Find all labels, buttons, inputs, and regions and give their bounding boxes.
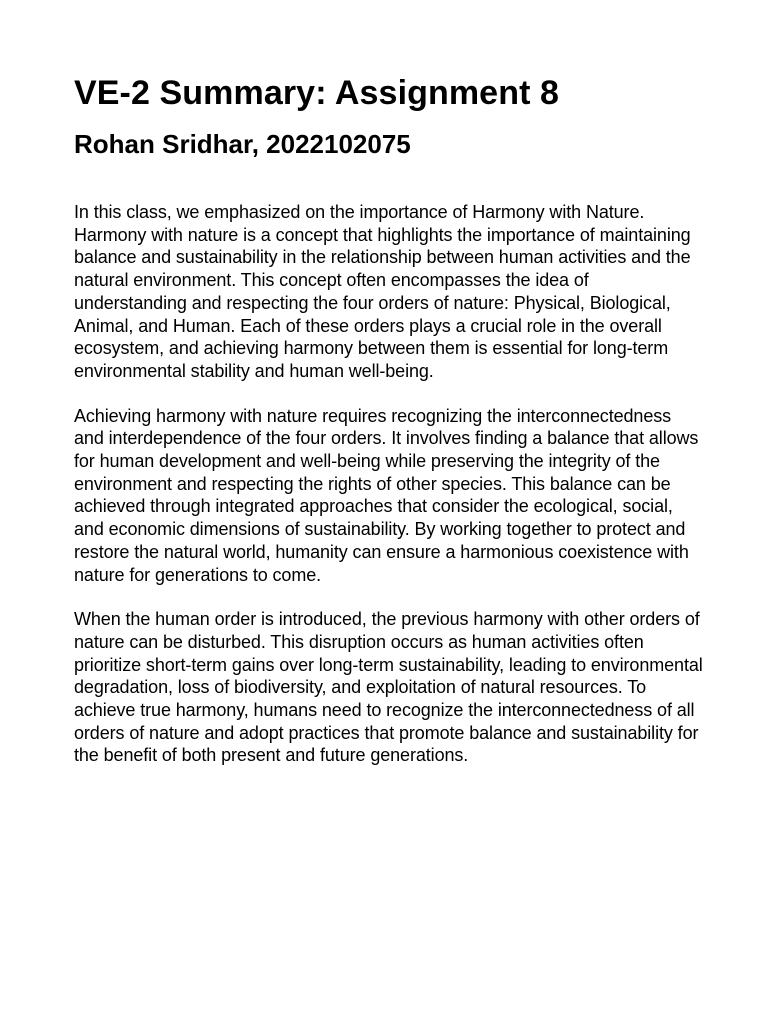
paragraph-1: In this class, we emphasized on the importance of Harmony with Nature. Harmony with nature is a concept that highlights the importance of maintaining balance and sustainability in the relationship between human activities and the natural environment. This concept often encompasses the idea of understanding and respecting the four orders of nature: Physical, Biological, Animal, and Human. Each of these orders plays a crucial role in the overall ecosystem, and achieving harmony between them is essential for long-term environmental stability and human well-being. — [74, 202, 691, 381]
author-line: Rohan Sridhar, 2022102075 — [74, 129, 411, 159]
paragraph-3: When the human order is introduced, the previous harmony with other orders of nature can be disturbed. This disruption occurs as human activities often prioritize short-term gains over long-term sustainability, leading to environmental degradation, loss of biodiversity, and exploitation of natural resources. To achieve true harmony, humans need to recognize the interconnectedness of all orders of nature and adopt practices that promote balance and sustainability for the benefit of both present and future generations. — [74, 609, 703, 766]
document-title: VE-2 Summary: Assignment 8 — [74, 74, 560, 112]
document-body — [74, 201, 704, 767]
paragraph-2: Achieving harmony with nature requires recognizing the interconnectedness and interdependence of the four orders. It involves finding a balance that allows for human development and well-being while preserving the integrity of the environment and respecting the rights of other species. This balance can be achieved through integrated approaches that consider the ecological, social, and economic dimensions of sustainability. By working together to protect and restore the natural world, humanity can ensure a harmonious coexistence with nature for generations to come. — [74, 405, 699, 585]
document-page — [74, 70, 704, 789]
